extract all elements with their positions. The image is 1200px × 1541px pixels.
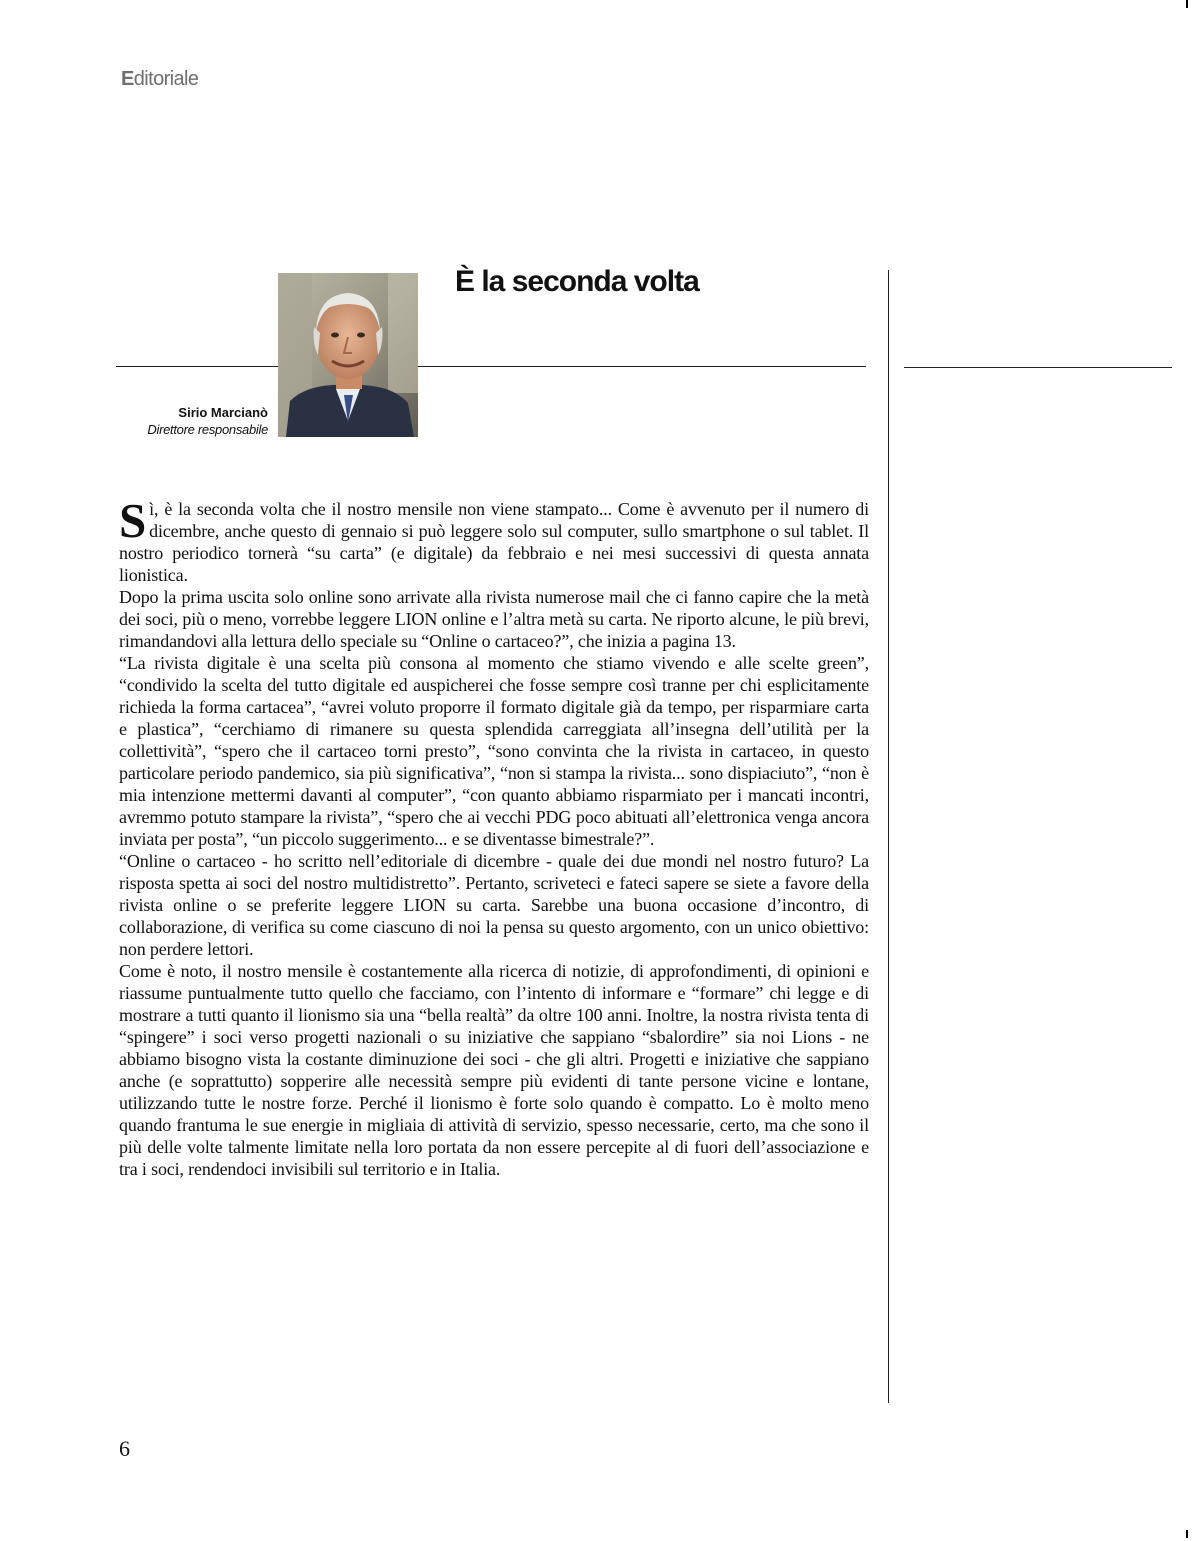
author-byline (147, 404, 268, 438)
author-name: Sirio Marcianò (178, 405, 268, 420)
column-divider (888, 270, 889, 1403)
sidebar-rule (904, 367, 1172, 368)
header-rule-right (418, 366, 866, 367)
article-body (119, 493, 869, 1180)
section-label-initial: E (121, 68, 134, 90)
author-role: Direttore responsabile (147, 422, 268, 437)
section-label (121, 68, 198, 91)
article-paragraph-1-text: ì, è la seconda volta che il nostro mensile non viene stampato... Come è avvenuto per il numero di dicembre, anche questo di gennaio si può leggere solo sul computer, sullo smartphone o sul tablet. Il nostro periodico tornerà “su carta” (e digitale) da febbraio e nei mesi successivi di questa annata lionistica. (119, 499, 869, 585)
header-rule-left (116, 366, 278, 367)
author-photo (278, 273, 418, 437)
article-paragraph-5: Come è noto, il nostro mensile è costantemente alla ricerca di notizie, di approfondimenti, di opinioni e riassume puntualmente tutto quello che facciamo, con l’intento di informare e “formare” chi legge e di mostrare a tutti quanto il lionismo sia una “bella realtà” da oltre 100 anni. Inoltre, la nostra rivista tenta di “spingere” i soci verso progetti nazionali o su iniziative che sappiano “sbalordire” sia noi Lions - ne abbiamo bisogno vista la costante diminuzione dei soci - che gli altri. Progetti e iniziative che sappiano anche (e soprattutto) sopperire alle necessità sempre più evidenti di tante persone vicine e lontane, utilizzando tutte le nostre forze. Perché il lionismo è forte solo quando è compatto. Lo è molto meno quando frantuma le sue energie in migliaia di attività di servizio, spesso necessarie, certo, ma che sono il più delle volte talmente limitate nella loro portata da non essere percepite al di fuori dell’associazione e tra i soci, rendendoci invisibili sul territorio e in Italia. (119, 961, 869, 1179)
article-paragraph-4: “Online o cartaceo - ho scritto nell’editoriale di dicembre - quale dei due mondi nel nostro futuro? La risposta spetta ai soci del nostro multidistretto”. Pertanto, scriveteci e fateci sapere se siete a favore della rivista online o se preferite leggere LION su carta. Sarebbe una buona occasione d’incontro, di collaborazione, di verifica su come ciascuno di noi la pensa su questo argomento, con un unico obiettivo: non perdere lettori. (119, 851, 869, 959)
drop-cap: S (119, 493, 147, 548)
article-paragraph-2: Dopo la prima uscita solo online sono arrivate alla rivista numerose mail che ci fanno capire che la metà dei soci, più o meno, vorrebbe leggere LION online e l’altra metà su carta. Ne riporto alcune, le più brevi, rimandandovi alla lettura dello speciale su “Online o cartaceo?”, che inizia a pagina 13. (119, 587, 869, 651)
article-paragraph-3: “La rivista digitale è una scelta più consona al momento che stiamo vivendo e alle scelte green”, “condivido la scelta del tutto digitale ed auspicherei che fosse sempre così tranne per chi esplicitamente richieda la forma cartacea”, “avrei voluto proporre il formato digitale già da tempo, per risparmiare carta e plastica”, “cerchiamo di rimanere su questa splendida carreggiata all’insegna dell’utilità per la collettività”, “spero che il cartaceo torni presto”, “sono convinta che la rivista in cartaceo, in questo particolare periodo pandemico, sia più significativa”, “non si stampa la rivista... sono dispiaciuto”, “non è mia intenzione mettermi davanti al computer”, “con quanto abbiamo risparmiato per i mancati incontri, avremmo potuto stampare la rivista”, “spero che ai vecchi PDG poco abituati all’elettronica venga ancora inviata per posta”, “un piccolo suggerimento... e se diventasse bimestrale?”. (119, 653, 869, 849)
author-portrait-image (278, 273, 418, 437)
page-number: 6 (119, 1436, 130, 1461)
crop-mark-bottom-right (1186, 1530, 1188, 1538)
crop-mark-top-right (1186, 0, 1188, 8)
article-title: È la seconda volta (455, 265, 699, 298)
article-paragraph-1 (119, 493, 869, 586)
section-label-rest: ditoriale (133, 68, 199, 90)
